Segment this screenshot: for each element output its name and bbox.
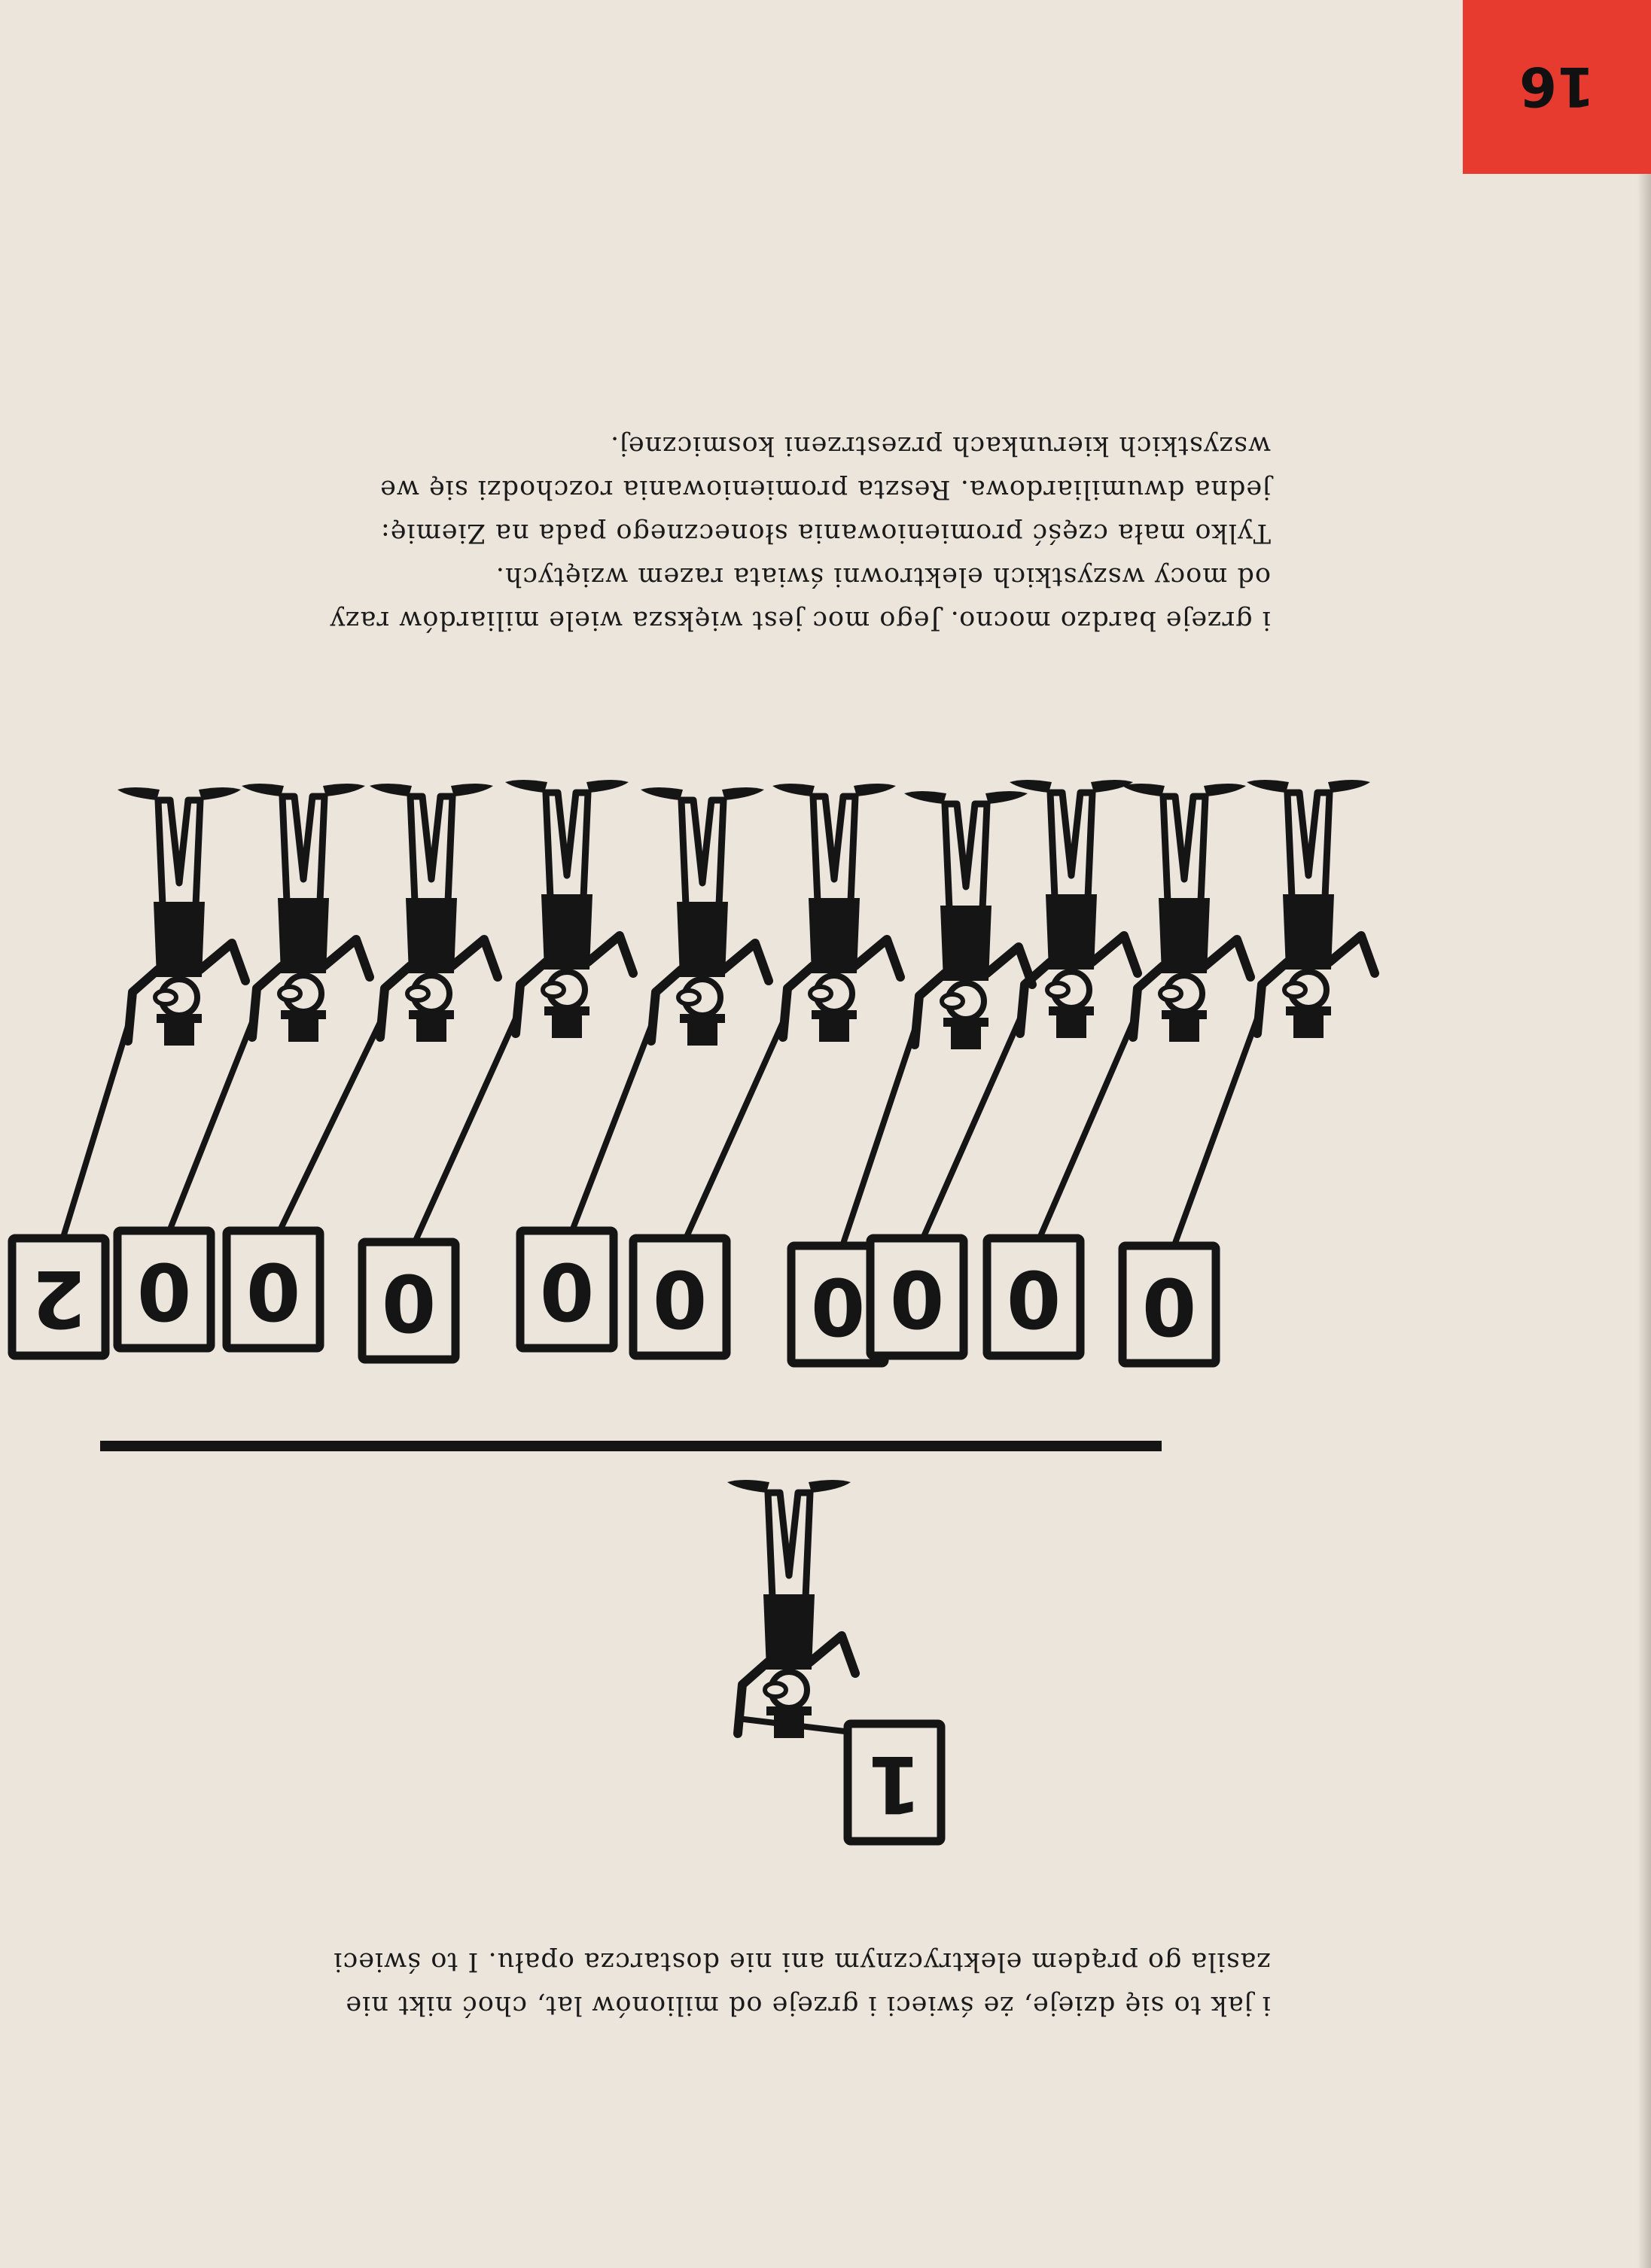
legs	[158, 800, 200, 906]
legs	[546, 793, 588, 898]
left-arm	[588, 936, 633, 973]
legs	[768, 1493, 810, 1598]
paragraph-line: i jak to się dzieje, że świeci i grzeje od milionów lat, choć nikt nie	[345, 1990, 1271, 2020]
denominator-sign-label: 0	[539, 1245, 595, 1337]
right-shoe	[1247, 780, 1289, 793]
left-shoe	[985, 791, 1028, 804]
right-arm	[516, 962, 546, 1034]
right-shoe	[242, 784, 284, 796]
right-shoe	[117, 787, 160, 800]
left-shoe	[854, 784, 896, 796]
hat-crown	[1293, 1014, 1324, 1038]
denominator-sign-label: 0	[889, 1253, 945, 1344]
paragraph-line: zasila go prądem elektrycznym ani nie dostarcza opału. I to świeci	[333, 1947, 1271, 1977]
sign-stick	[680, 1022, 783, 1252]
left-arm	[452, 939, 498, 977]
legs	[945, 804, 987, 909]
jacket	[1283, 894, 1334, 970]
legs	[1050, 793, 1092, 898]
sign-stick	[1169, 1018, 1257, 1259]
nose	[942, 994, 963, 1008]
hat-crown	[288, 1018, 318, 1042]
legs	[1287, 793, 1330, 898]
left-arm	[810, 1636, 855, 1673]
left-shoe	[323, 784, 365, 796]
jacket	[1046, 894, 1097, 970]
right-shoe	[772, 784, 815, 796]
hat-crown	[687, 1021, 717, 1046]
right-arm	[380, 966, 410, 1037]
denominator-sign-label: 0	[381, 1256, 437, 1348]
paragraph-line: i grzeje bardzo mocno. Jego moc jest większa wiele miliardów razy	[329, 605, 1271, 635]
nose	[1160, 987, 1181, 1000]
right-shoe	[370, 784, 412, 796]
right-arm	[128, 970, 158, 1041]
left-shoe	[1328, 780, 1370, 793]
right-shoe	[505, 780, 547, 793]
left-arm	[855, 939, 900, 977]
right-shoe	[904, 791, 946, 804]
right-shoe	[727, 1480, 769, 1493]
jacket	[677, 902, 728, 977]
legs	[410, 796, 452, 902]
hat-crown	[416, 1018, 446, 1042]
jacket	[278, 898, 329, 973]
sign-stick	[567, 1026, 651, 1244]
denominator-sign-label: 0	[810, 1260, 866, 1352]
legs	[1163, 796, 1205, 902]
left-shoe	[809, 1480, 851, 1493]
nose	[543, 983, 564, 997]
denominator-sign-label: 0	[652, 1253, 708, 1344]
paragraph-line: od mocy wszystkich elektrowni świata razem wziętych.	[495, 562, 1271, 592]
left-shoe	[1204, 784, 1246, 796]
denominator-sign-label: 0	[136, 1245, 192, 1337]
lower-paragraph	[36, 424, 1271, 642]
sign-stick	[409, 1018, 516, 1256]
sign-holding-figures	[12, 780, 1375, 1841]
right-shoe	[1122, 784, 1165, 796]
left-shoe	[586, 780, 629, 793]
jacket	[406, 898, 457, 973]
right-shoe	[1010, 780, 1052, 793]
hat-crown	[951, 1025, 981, 1049]
jacket	[1159, 898, 1210, 973]
left-arm	[1330, 936, 1375, 973]
person-with-sign	[1122, 780, 1375, 1363]
hat-crown	[552, 1014, 582, 1038]
nose	[810, 987, 831, 1000]
nose	[678, 991, 699, 1004]
numerator-sign-label: 1	[867, 1738, 922, 1830]
nose	[279, 987, 300, 1000]
jacket	[809, 898, 860, 973]
paragraph-line: Tylko mała część promieniowania słonecznego pada na Ziemię:	[379, 518, 1271, 548]
right-arm	[651, 970, 681, 1041]
left-shoe	[451, 784, 493, 796]
denominator-sign-label: 0	[245, 1245, 301, 1337]
nose	[1284, 983, 1305, 997]
right-shoe	[641, 787, 683, 800]
hat-crown	[819, 1018, 849, 1042]
nose	[407, 987, 428, 1000]
sign-stick	[273, 1022, 380, 1244]
sign-stick	[917, 1018, 1020, 1252]
denominator-sign-label: 2	[31, 1253, 87, 1344]
sign-stick	[164, 1022, 252, 1244]
legs	[813, 796, 855, 902]
legs	[282, 796, 324, 902]
page-number: 16	[1518, 55, 1595, 119]
sign-stick	[1034, 1022, 1133, 1252]
paragraph-line: jedna dwumiliardowa. Reszta promieniowania rozchodzi się we	[379, 474, 1271, 504]
nose	[155, 991, 176, 1004]
person-with-sign	[727, 1480, 941, 1841]
jacket	[154, 902, 205, 977]
left-arm	[200, 943, 245, 981]
nose	[765, 1683, 786, 1697]
hat-crown	[1169, 1018, 1199, 1042]
sign-stick	[838, 1030, 915, 1259]
jacket	[541, 894, 592, 970]
fraction-bar	[100, 1441, 1162, 1451]
hat-crown	[164, 1021, 194, 1046]
paragraph-line: wszystkich kierunkach przestrzeni kosmicznej.	[609, 431, 1271, 461]
left-arm	[1092, 936, 1138, 973]
jacket	[763, 1594, 815, 1670]
left-arm	[723, 943, 769, 981]
right-arm	[1257, 962, 1287, 1034]
hat-crown	[1056, 1014, 1086, 1038]
jacket	[940, 906, 992, 981]
denominator-sign-label: 0	[1006, 1253, 1062, 1344]
left-arm	[1205, 939, 1250, 977]
right-arm	[783, 966, 813, 1037]
right-arm	[252, 966, 282, 1037]
right-arm	[915, 973, 945, 1045]
sign-stick	[59, 1026, 128, 1252]
legs	[681, 800, 723, 906]
nose	[1047, 983, 1068, 997]
left-shoe	[199, 787, 241, 800]
left-shoe	[722, 787, 764, 800]
denominator-sign-label: 0	[1141, 1260, 1197, 1352]
left-arm	[324, 939, 370, 977]
